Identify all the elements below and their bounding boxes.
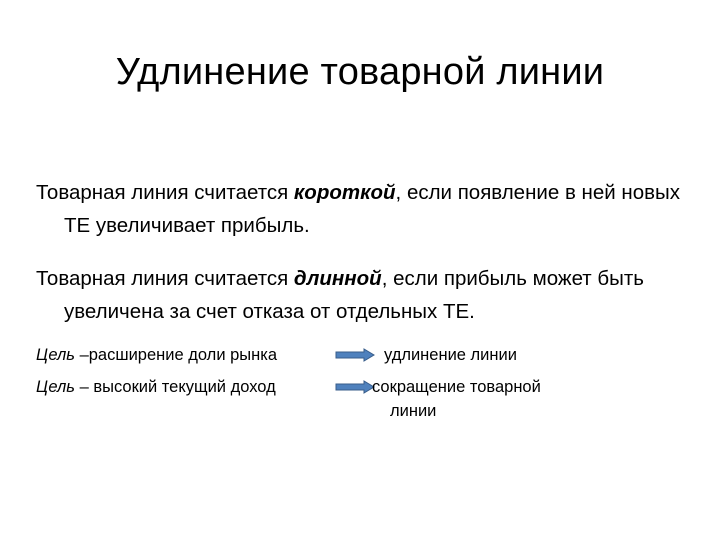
- emphasis-long: длинной: [293, 267, 382, 290]
- right-arrow-icon: [335, 348, 375, 362]
- goal-market-share: [36, 344, 277, 366]
- slide-title: Удлинение товарной линии: [115, 51, 605, 93]
- goal-result-reduction: сокращение товарной: [372, 378, 541, 396]
- goal-text: – высокий текущий доход: [74, 378, 276, 396]
- goal-result-reduction-cont: линии: [390, 402, 437, 420]
- right-arrow-icon: [335, 380, 375, 394]
- goal-text: –расширение доли рынка: [74, 346, 278, 364]
- paragraph-short-line: [36, 176, 696, 242]
- goal-result-extension: удлинение линии: [384, 346, 517, 364]
- goal-label: Цель: [36, 346, 75, 364]
- goal-label: Цель: [36, 378, 75, 396]
- goal-high-income: [36, 376, 276, 398]
- paragraph-long-line: [36, 262, 696, 328]
- paragraph-text: , если появление в ней новых ТЕ увеличивает прибыль.: [64, 181, 681, 237]
- paragraph-text: , если прибыль может быть увеличена за счет отказа от отдельных ТЕ.: [64, 267, 644, 323]
- paragraph-text: Товарная линия считается: [36, 181, 294, 204]
- emphasis-short: короткой: [293, 181, 396, 204]
- paragraph-text: Товарная линия считается: [36, 267, 294, 290]
